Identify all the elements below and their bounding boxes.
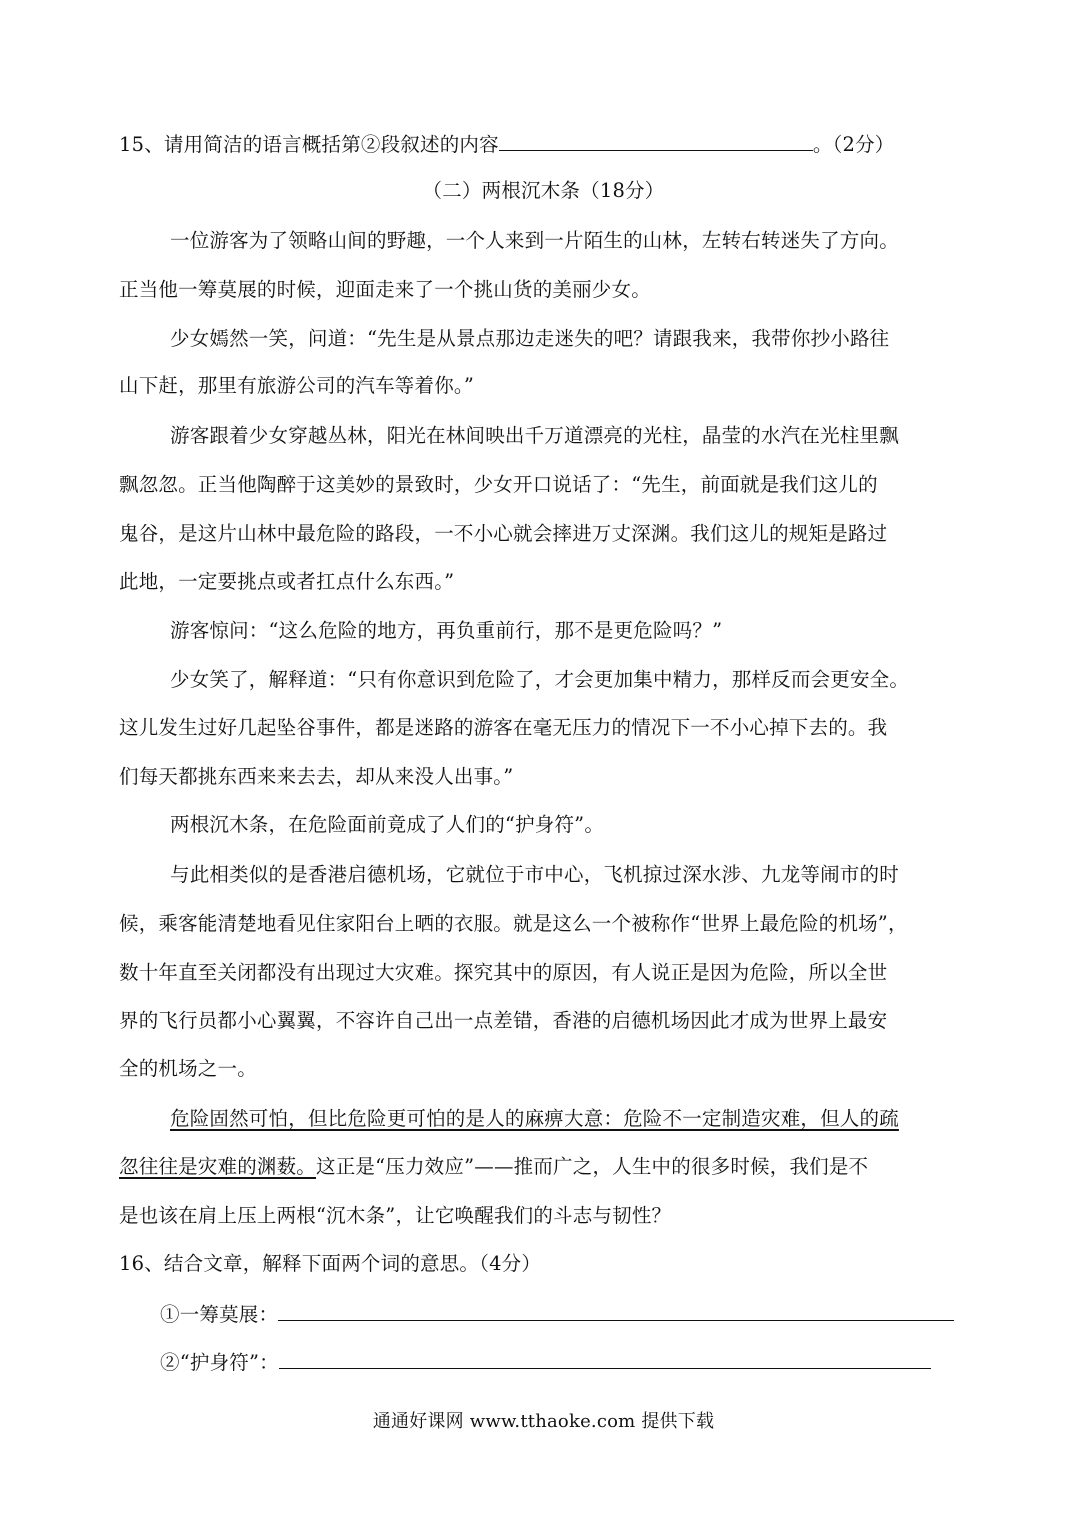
para2-line2: 山下赶，那里有旅游公司的汽车等着你。” [119,374,475,397]
para7-line2: 候，乘客能清楚地看见住家阳台上晒的衣服。就是这么一个被称作“世界上最危险的机场”， [119,912,908,935]
para3-line3: 鬼谷，是这片山林中最危险的路段，一不小心就会摔进万丈深渊。我们这儿的规矩是路过 [119,522,888,545]
answer-blank-16-1[interactable] [278,1300,954,1321]
answer-blank-16-2[interactable] [279,1348,931,1369]
para5-line2: 这儿发生过好几起坠谷事件，都是迷路的游客在毫无压力的情况下一不小心掉下去的。我 [119,716,888,739]
para3-line1: 游客跟着少女穿越丛林，阳光在林间映出千万道漂亮的光柱，晶莹的水汽在光柱里飘 [170,424,899,447]
para6-line1: 两根沉木条，在危险面前竟成了人们的“护身符”。 [170,813,605,836]
para8-line3: 是也该在肩上压上两根“沉木条”，让它唤醒我们的斗志与韧性？ [119,1204,672,1227]
q16-item-2: ②“护身符”： [160,1348,931,1376]
para1-line2: 正当他一筹莫展的时候，迎面走来了一个挑山货的美丽少女。 [119,278,651,301]
para4-line1: 游客惊问：“这么危险的地方，再负重前行，那不是更危险吗？” [170,619,723,642]
para2-line1: 少女嫣然一笑，问道：“先生是从景点那边走迷失的吧？请跟我来，我带你抄小路往 [170,327,890,350]
para3-line2: 飘忽忽。正当他陶醉于这美妙的景致时，少女开口说话了：“先生，前面就是我们这儿的 [119,473,878,496]
para5-line3: 们每天都挑东西来来去去，却从来没人出事。” [119,765,514,788]
section-title: （二）两根沉木条（18分） [422,179,665,202]
para5-line1: 少女笑了，解释道：“只有你意识到危险了，才会更加集中精力，那样反而会更安全。 [170,668,910,691]
question-15: 15、请用简洁的语言概括第②段叙述的内容 。（2分） [119,130,895,158]
para8-line1-underlined: 危险固然可怕，但比危险更可怕的是人的麻痹大意：危险不一定制造灾难，但人的疏 [170,1107,899,1130]
para8-underlined-phrase: 忽往往是灾难的渊薮。 [119,1155,317,1178]
answer-blank-15[interactable] [499,130,813,151]
footer-source: 通通好课网 www.tthaoke.com 提供下载 [372,1411,715,1432]
q16-item-1: ①一筹莫展： [160,1300,954,1328]
para7-line4: 界的飞行员都小心翼翼，不容许自己出一点差错，香港的启德机场因此才成为世界上最安 [119,1009,888,1032]
question-16: 16、结合文章，解释下面两个词的意思。（4分） [119,1252,542,1275]
para1-line1: 一位游客为了领略山间的野趣，一个人来到一片陌生的山林，左转右转迷失了方向。 [170,229,899,252]
para7-line3: 数十年直至关闭都没有出现过大灾难。探究其中的原因，有人说正是因为危险，所以全世 [119,961,888,984]
para7-line5: 全的机场之一。 [119,1057,257,1080]
para8-line2: 忽往往是灾难的渊薮。这正是“压力效应”——推而广之，人生中的很多时候，我们是不 [119,1155,869,1178]
para7-line1: 与此相类似的是香港启德机场，它就位于市中心，飞机掠过深水涉、九龙等闹市的时 [170,863,899,886]
para3-line4: 此地，一定要挑点或者扛点什么东西。” [119,570,455,593]
